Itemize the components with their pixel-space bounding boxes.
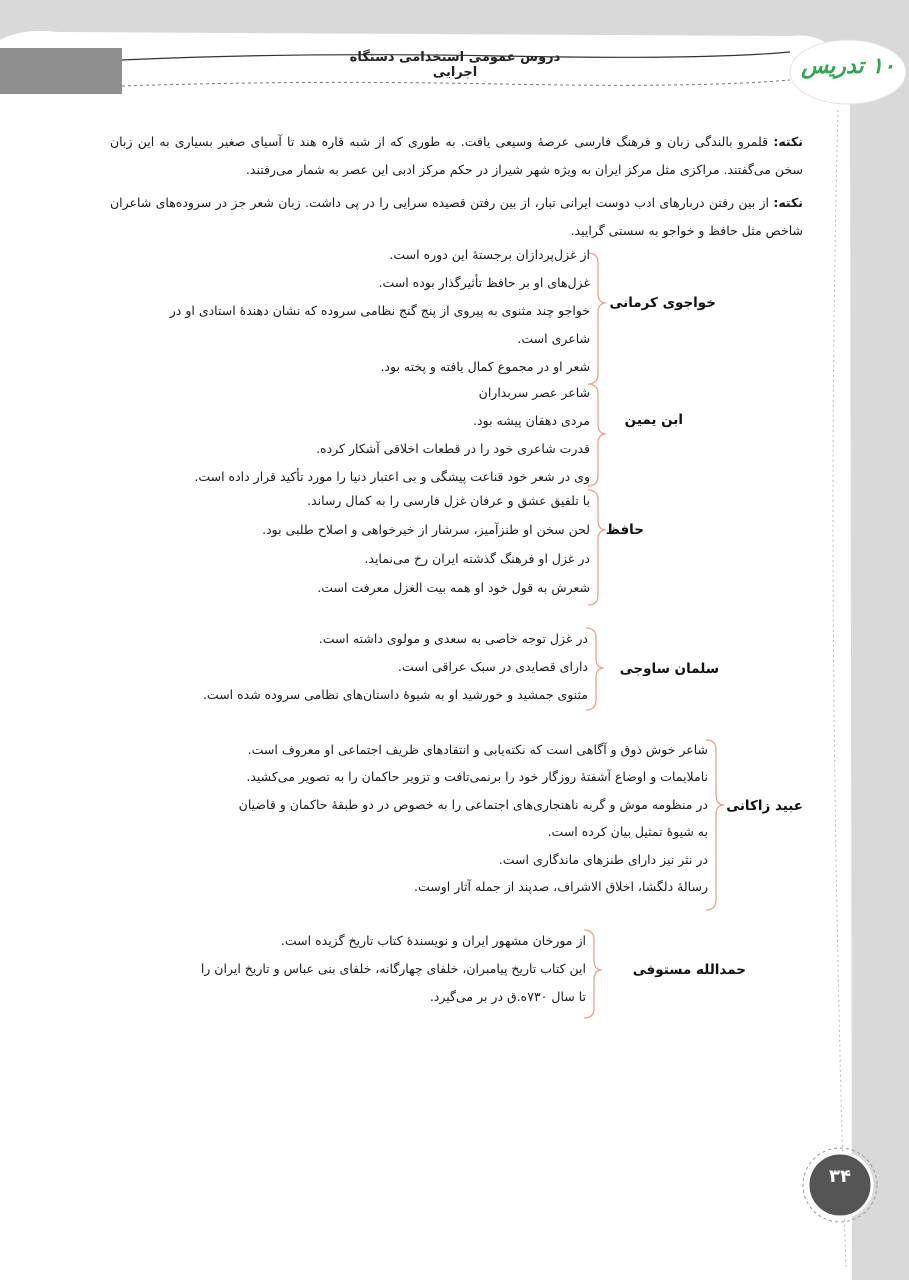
fact-item: به شیوهٔ تمثیل بیان کرده است. — [547, 824, 708, 839]
poet-name-hafez: حافظ — [605, 522, 644, 538]
facts-hafez — [100, 492, 590, 602]
fact-item: از غزل‌پردازان برجستهٔ این دوره است. — [389, 247, 590, 262]
fact-item: این کتاب تاریخ پیامبران، خلفای چهارگانه، خلفای بنی عباس و تاریخ ایران را — [200, 961, 586, 976]
note-2 — [110, 189, 803, 245]
facts-khajoo — [100, 246, 590, 386]
fact-item: شاعر خوش ذوق و آگاهی است که نکته‌یابی و انتقادهای ظریف اجتماعی او معروف است. — [247, 742, 708, 757]
poet-name-salman: سلمان ساوجی — [619, 661, 719, 677]
top-left-gray-band — [0, 48, 122, 94]
note-label: نکته: — [773, 134, 803, 149]
fact-item: از مورخان مشهور ایران و نویسندهٔ کتاب تاریخ گزیده است. — [280, 933, 586, 948]
poet-name-ibn-yamin: ابن یمین — [624, 412, 683, 428]
fact-item: شعر او در مجموع کمال یافته و پخته بود. — [380, 359, 590, 374]
fact-item: با تلفیق عشق و عرفان غزل فارسی را به کمال رساند. — [307, 493, 590, 508]
note-text: از بین رفتن دربارهای ادب دوست ایرانی تبار، از بین رفتن قصیده سرایی را در پی داشت. زبان شعر جز در سروده‌های شاعران شاخص مثل حافظ و خواجو به سستی گرایید. — [110, 195, 803, 238]
poet-name-obeid: عبید زاکانی — [726, 798, 803, 814]
page-number: ۳۴ — [829, 1166, 851, 1187]
fact-item: دارای قصایدی در سبک عراقی است. — [397, 659, 588, 674]
facts-salman — [100, 630, 588, 712]
facts-ibn-yamin — [100, 384, 590, 494]
header-title: دروس عمومی استخدامی دستگاه اجرایی — [349, 50, 561, 80]
fact-item: غزل‌های او بر حافظ تأثیرگذار بوده است. — [378, 275, 590, 290]
fact-item: در غزل او فرهنگ گذشته ایران رخ می‌نماید. — [364, 551, 590, 566]
facts-hamdollah — [130, 932, 586, 1017]
fact-item: مثنوی جمشید و خورشید او به شیوهٔ داستان‌های نظامی سروده شده است. — [202, 687, 588, 702]
fact-item: رسالهٔ دلگشا، اخلاق الاشراف، صدپند از جمله آثار اوست. — [413, 879, 708, 894]
fact-item: در نثر نیز دارای طنزهای ماندگاری است. — [498, 852, 708, 867]
facts-obeid — [150, 741, 708, 906]
fact-item: تا سال ۷۳۰ه.ق در بر می‌گیرد. — [429, 989, 586, 1004]
note-label: نکته: — [773, 195, 803, 210]
note-text: قلمرو بالندگی زبان و فرهنگ فارسی عرصهٔ وسیعی یافت. به طوری که از شبه قاره هند تا آسیای صغیر بسیاری به این زبان سخن می‌گفتند. مراکزی مثل مرکز ایران به ویژه شهر شیراز در حکم مرکز ادبی این عصر به شمار می‌رفتند. — [110, 134, 803, 177]
fact-item: ناملایمات و اوضاع آشفتهٔ روزگار خود را برنمی‌تافت و تزویر حاکمان را به تصویر می‌کشید. — [246, 769, 708, 784]
fact-item: در منظومه موش و گربه ناهنجاری‌های اجتماعی را به خصوص در دو طبقهٔ حاکمان و قاضیان — [238, 797, 708, 812]
fact-item: قدرت شاعری خود را در قطعات اخلاقی آشکار کرده. — [316, 441, 590, 456]
note-1 — [110, 128, 803, 184]
fact-item: مردی دهقان پیشه بود. — [473, 413, 590, 428]
poet-name-khajoo: خواجوی کرمانی — [609, 295, 716, 311]
fact-item: شاعری است. — [517, 331, 590, 346]
fact-item: شاعر عصر سربداران — [478, 385, 590, 400]
fact-item: خواجو چند مثنوی به پیروی از پنج گنج نظامی سروده که نشان دهندهٔ استادی او در — [169, 303, 590, 318]
poet-name-hamdollah: حمدالله مستوفی — [632, 962, 746, 978]
fact-item: در غزل توجه خاصی به سعدی و مولوی داشته است. — [318, 631, 588, 646]
fact-item: وی در شعر خود قناعت پیشگی و بی اعتبار دنیا را مورد تأکید قرار داده است. — [194, 469, 590, 484]
fact-item: لحن سخن او طنزآمیز، سرشار از خیرخواهی و اصلاح طلبی بود. — [262, 522, 590, 537]
brand-logo: ۱۰ تدریس — [801, 54, 895, 79]
fact-item: شعرش به قول خود او همه بیت الغزل معرفت است. — [317, 580, 590, 595]
